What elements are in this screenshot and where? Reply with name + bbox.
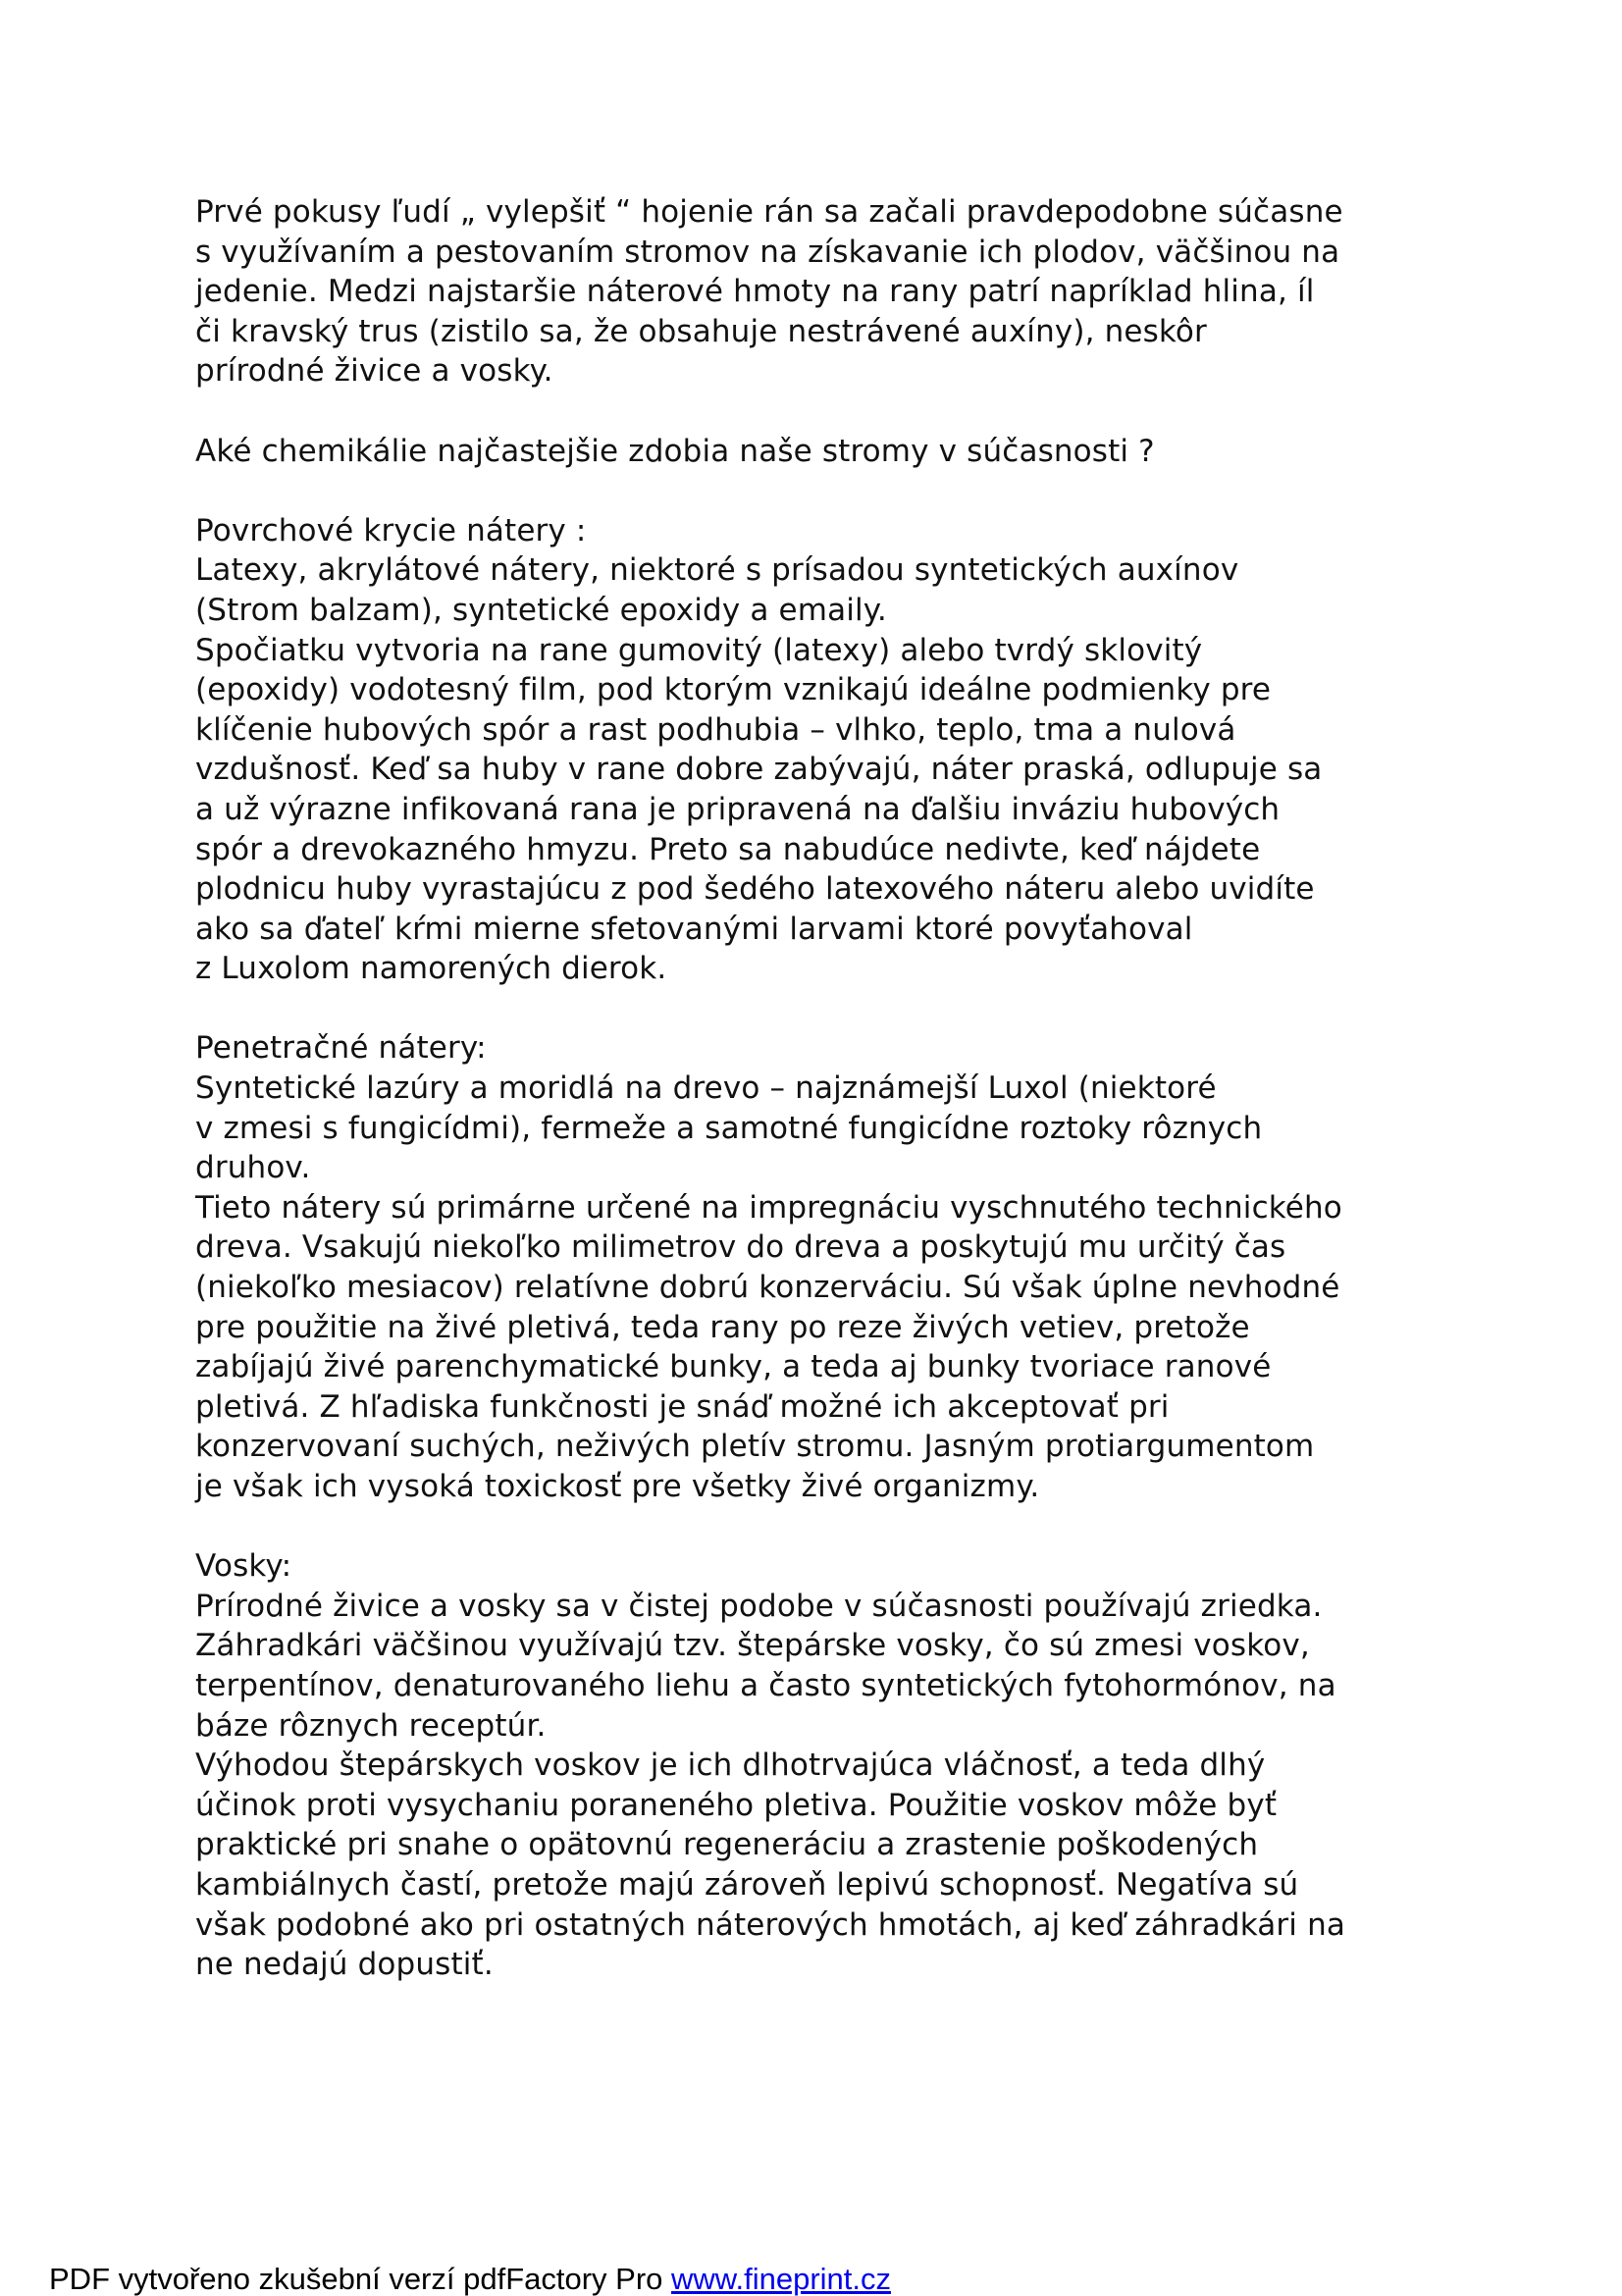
paragraph-gap xyxy=(195,1507,1471,1547)
footer-link[interactable]: www.fineprint.cz xyxy=(671,2262,891,2296)
text-line: Výhodou štepárskych voskov je ich dlhotrvajúca vláčnosť, a teda dlhý xyxy=(195,1748,1266,1784)
text-line: vzdušnosť. Keď sa huby v rane dobre zabývajú, náter praská, odlupuje sa xyxy=(195,752,1323,788)
text-line: dreva. Vsakujú niekoľko milimetrov do dreva a poskytujú mu určitý čas xyxy=(195,1229,1286,1266)
text-line: pletivá. Z hľadiska funkčnosti je snáď možné ich akceptovať pri xyxy=(195,1388,1170,1425)
section-heading: Povrchové krycie nátery : xyxy=(195,512,587,548)
text-line: Prírodné živice a vosky sa v čistej podobe v súčasnosti používajú zriedka. xyxy=(195,1588,1323,1624)
text-line: konzervovaní suchých, neživých pletív stromu. Jasným protiargumentom xyxy=(195,1429,1315,1465)
text-line: (epoxidy) vodotesný film, pod ktorým vznikajú ideálne podmienky pre xyxy=(195,672,1272,708)
text-line: ako sa ďateľ kŕmi mierne sfetovanými larvami ktoré povyťahoval xyxy=(195,911,1193,947)
paragraph-intro xyxy=(195,192,1471,391)
paragraph-gap xyxy=(195,391,1471,432)
text-line: Prvé pokusy ľudí „ vylepšiť “ hojenie rán sa začali pravdepodobne súčasne xyxy=(195,194,1343,230)
document-body xyxy=(195,192,1471,1985)
paragraph-gap xyxy=(195,471,1471,511)
section-heading: Vosky: xyxy=(195,1548,292,1585)
section-surface-coatings xyxy=(195,511,1471,989)
text-line: Latexy, akrylátové nátery, niektoré s prísadou syntetických auxínov xyxy=(195,552,1239,589)
text-line: kambiálnych častí, pretože majú zároveň lepivú schopnosť. Negatíva sú xyxy=(195,1866,1299,1903)
text-line: jedenie. Medzi najstaršie náterové hmoty na rany patrí napríklad hlina, íl xyxy=(195,274,1315,310)
text-line: s využívaním a pestovaním stromov na získavanie ich plodov, väčšinou na xyxy=(195,234,1340,270)
text-line: Syntetické lazúry a moridlá na drevo – najznámejší Luxol (niektoré xyxy=(195,1070,1217,1107)
text-line: Tieto nátery sú primárne určené na impregnáciu vyschnutého technického xyxy=(195,1189,1342,1226)
pdf-footer xyxy=(49,2263,891,2296)
text-line: v zmesi s fungicídmi), fermeže a samotné fungicídne roztoky rôznych xyxy=(195,1110,1263,1146)
text-line: však podobné ako pri ostatných náterových hmotách, aj keď záhradkári na xyxy=(195,1906,1346,1943)
text-line: ne nedajú dopustiť. xyxy=(195,1947,494,1983)
text-line: (niekoľko mesiacov) relatívne dobrú konzerváciu. Sú však úplne nevhodné xyxy=(195,1270,1340,1306)
text-line: plodnicu huby vyrastajúcu z pod šedého latexového náteru alebo uvidíte xyxy=(195,871,1315,908)
text-line: z Luxolom namorených dierok. xyxy=(195,951,667,987)
text-line: klíčenie hubových spór a rast podhubia – vlhko, teplo, tma a nulová xyxy=(195,711,1236,748)
paragraph-question xyxy=(195,432,1471,472)
text-line: a už výrazne infikovaná rana je pripravená na ďalšiu inváziu hubových xyxy=(195,791,1281,827)
text-line: báze rôznych receptúr. xyxy=(195,1707,547,1744)
text-line: účinok proti vysychaniu poraneného pletiva. Použitie voskov môže byť xyxy=(195,1787,1278,1823)
text-line: pre použitie na živé pletivá, teda rany po reze živých vetiev, pretože xyxy=(195,1309,1250,1345)
text-line: či kravský trus (zistilo sa, že obsahuje nestrávené auxíny), neskôr xyxy=(195,313,1207,349)
paragraph-gap xyxy=(195,989,1471,1029)
text-line: Záhradkári väčšinou využívajú tzv. štepárske vosky, čo sú zmesi voskov, xyxy=(195,1628,1310,1664)
text-line: (Strom balzam), syntetické epoxidy a emaily. xyxy=(195,592,887,628)
text-line: je však ich vysoká toxickosť pre všetky živé organizmy. xyxy=(195,1469,1040,1504)
text-line: spór a drevokazného hmyzu. Preto sa nabudúce nedivte, keď nájdete xyxy=(195,831,1261,867)
text-line: Aké chemikálie najčastejšie zdobia naše stromy v súčasnosti ? xyxy=(195,433,1155,469)
text-line: zabíjajú živé parenchymatické bunky, a teda aj bunky tvoriace ranové xyxy=(195,1349,1272,1385)
section-heading: Penetračné nátery: xyxy=(195,1030,487,1067)
section-waxes xyxy=(195,1546,1471,1985)
text-line: terpentínov, denaturovaného liehu a často syntetických fytohormónov, na xyxy=(195,1667,1336,1703)
text-line: druhov. xyxy=(195,1150,311,1186)
text-line: prírodné živice a vosky. xyxy=(195,353,553,390)
footer-text: PDF vytvořeno zkušební verzí pdfFactory Pro xyxy=(49,2262,672,2296)
section-penetrating-coatings xyxy=(195,1028,1471,1506)
text-line: Spočiatku vytvoria na rane gumovitý (latexy) alebo tvrdý sklovitý xyxy=(195,632,1203,668)
text-line: praktické pri snahe o opätovnú regeneráciu a zrastenie poškodených xyxy=(195,1827,1259,1863)
